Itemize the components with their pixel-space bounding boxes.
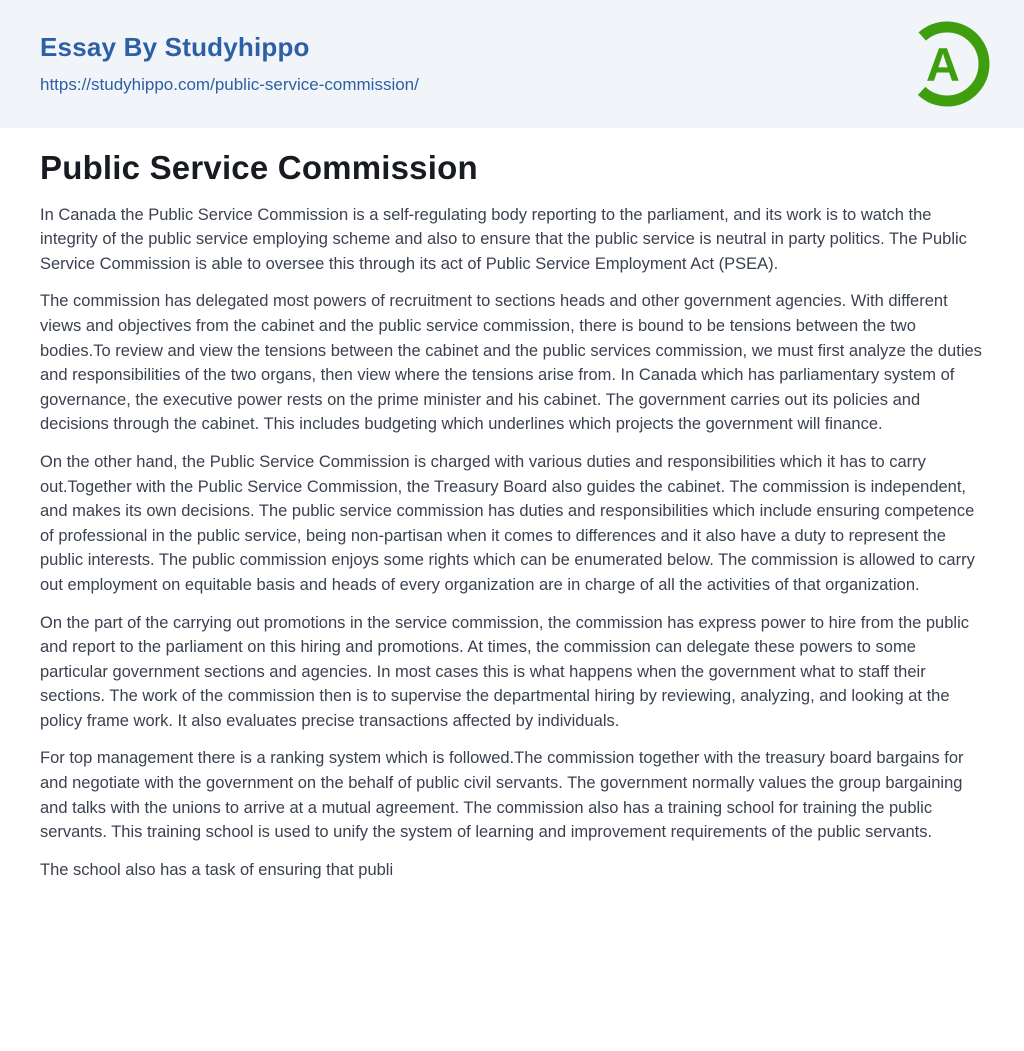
source-url-link[interactable]: https://studyhippo.com/public-service-commission/	[40, 75, 419, 95]
article-paragraph: The commission has delegated most powers of recruitment to sections heads and other government agencies. With different views and objectives from the cabinet and the public service commission, there is bound to be tensions between the two bodies.To review and view the tensions between the cabinet and the public services commission, we must first analyze the duties and responsibilities of the two organs, then view where the tensions arise from. In Canada which has parliamentary system of governance, the executive power rests on the prime minister and his cabinet. The government carries out its policies and decisions through the cabinet. This includes budgeting which underlines which projects the government will finance.	[40, 292, 982, 434]
article	[0, 128, 1024, 882]
article-paragraph: In Canada the Public Service Commission is a self-regulating body reporting to the parliament, and its work is to watch the integrity of the public service employing scheme and also to ensure that the public service is neutral in party politics. The Public Service Commission is able to oversee this through its act of Public Service Employment Act (PSEA).	[40, 205, 967, 273]
header-text-block	[40, 33, 419, 96]
logo-arc-icon	[902, 18, 990, 110]
studyhippo-logo	[902, 18, 990, 110]
site-title: Essay By Studyhippo	[40, 31, 310, 62]
article-paragraph: On the part of the carrying out promotions in the service commission, the commission has express power to hire from the public and report to the parliament on this hiring and promotions. At times, the commission can delegate these powers to some particular government sections and agencies. In most cases this is what happens when the government what to staff their sections. The work of the commission then is to supervise the departmental hiring by reviewing, analyzing, and looking at the policy frame work. It also evaluates precise transactions affected by individuals.	[40, 613, 969, 730]
article-paragraph: The school also has a task of ensuring that publi	[40, 860, 394, 879]
article-paragraph: For top management there is a ranking system which is followed.The commission together with the treasury board bargains for and negotiate with the government on the behalf of public civil servants. The government normally values the group bargaining and talks with the unions to arrive at a mutual agreement. The commission also has a training school for training the public servants. This training school is used to unify the system of learning and improvement requirements of the public servants.	[40, 749, 964, 842]
article-title: Public Service Commission	[40, 149, 478, 186]
logo-letter: A	[926, 38, 960, 91]
article-paragraph: On the other hand, the Public Service Commission is charged with various duties and responsibilities which it has to carry out.Together with the Public Service Commission, the Treasury Board also guides the cabinet. The commission is independent, and makes its own decisions. The public service commission has duties and responsibilities which include ensuring competence of professional in the public service, being non-partisan when it comes to differences and it also have a duty to represent the public interests. The public commission enjoys some rights which can be enumerated below. The commission is allowed to carry out employment on equitable basis and heads of every organization are in charge of all the activities of that organization.	[40, 452, 975, 594]
page-header	[0, 0, 1024, 128]
